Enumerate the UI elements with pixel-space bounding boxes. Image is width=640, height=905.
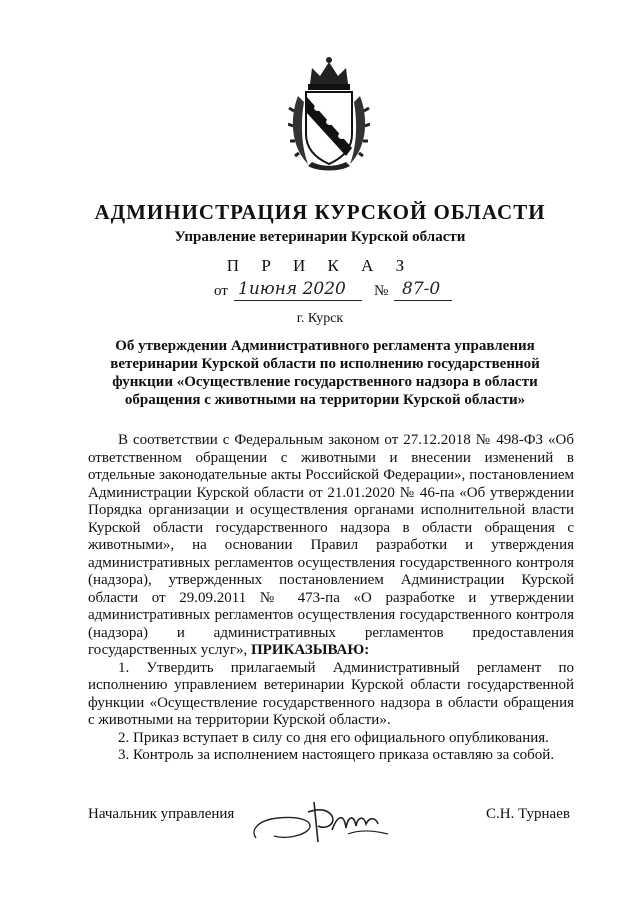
preamble-text: В соответствии с Федеральным законом от 27.12.2018 № 498-ФЗ «Об ответственном обращении с животными и внесении изменений в отдельные законодательные акты Российской Федерации», постановлением Администрации Курской области от 21.01.2020 № 46-па «Об утверждении Порядка организации и осуществления органами исполнительной власти Курской области государственного надзора в области обращения с животными», на основании Правил разработки и утверждения административных регламентов осуществления государственного контроля (надзора), утвержденных постановлением Администрации Курской области от 29.09.2011 № 473-па «О разработке и утверждении административных регламентов осуществления государственного контроля (надзора) и административных регламентов предоставления государственных услуг», bbox=[88, 432, 574, 658]
signatory-position: Начальник управления bbox=[88, 806, 235, 822]
document-body bbox=[88, 432, 574, 765]
date-prefix: от bbox=[214, 283, 228, 299]
kursk-coat-of-arms-icon bbox=[288, 56, 370, 176]
department-name: Управление ветеринарии Курской области bbox=[174, 229, 466, 245]
organization-title: АДМИНИСТРАЦИЯ КУРСКОЙ ОБЛАСТИ bbox=[94, 200, 546, 224]
city: г. Курск bbox=[296, 311, 344, 326]
order-item: 1. Утвердить прилагаемый Административный регламент по исполнению управлением ветеринарии Курской области государственной функции «Осуществление государственного надзора в области обращения с животными на территории Курской области». bbox=[88, 659, 574, 728]
document-title: Об утверждении Административного регламента управления ветеринарии Курской области по исполнению государственной функции «Осуществление государственного надзора в области обращения с животными на территории Курской области» bbox=[110, 338, 540, 408]
number-prefix: № bbox=[374, 283, 389, 299]
handwritten-number: 87-0 bbox=[402, 279, 441, 299]
document-type: П Р И К А З bbox=[226, 256, 414, 275]
handwritten-signature-icon bbox=[248, 790, 398, 850]
signatory-name: С.Н. Турнаев bbox=[486, 806, 570, 822]
handwritten-date: 1июня 2020 bbox=[238, 279, 346, 299]
date-underline bbox=[234, 300, 362, 301]
preamble-paragraph bbox=[88, 432, 574, 660]
number-underline bbox=[394, 300, 452, 301]
order-item: 3. Контроль за исполнением настоящего приказа оставляю за собой. bbox=[118, 747, 555, 763]
order-command: ПРИКАЗЫВАЮ: bbox=[251, 642, 370, 658]
order-date-number bbox=[214, 281, 454, 305]
order-item: 2. Приказ вступает в силу со дня его официального опубликования. bbox=[118, 729, 549, 746]
